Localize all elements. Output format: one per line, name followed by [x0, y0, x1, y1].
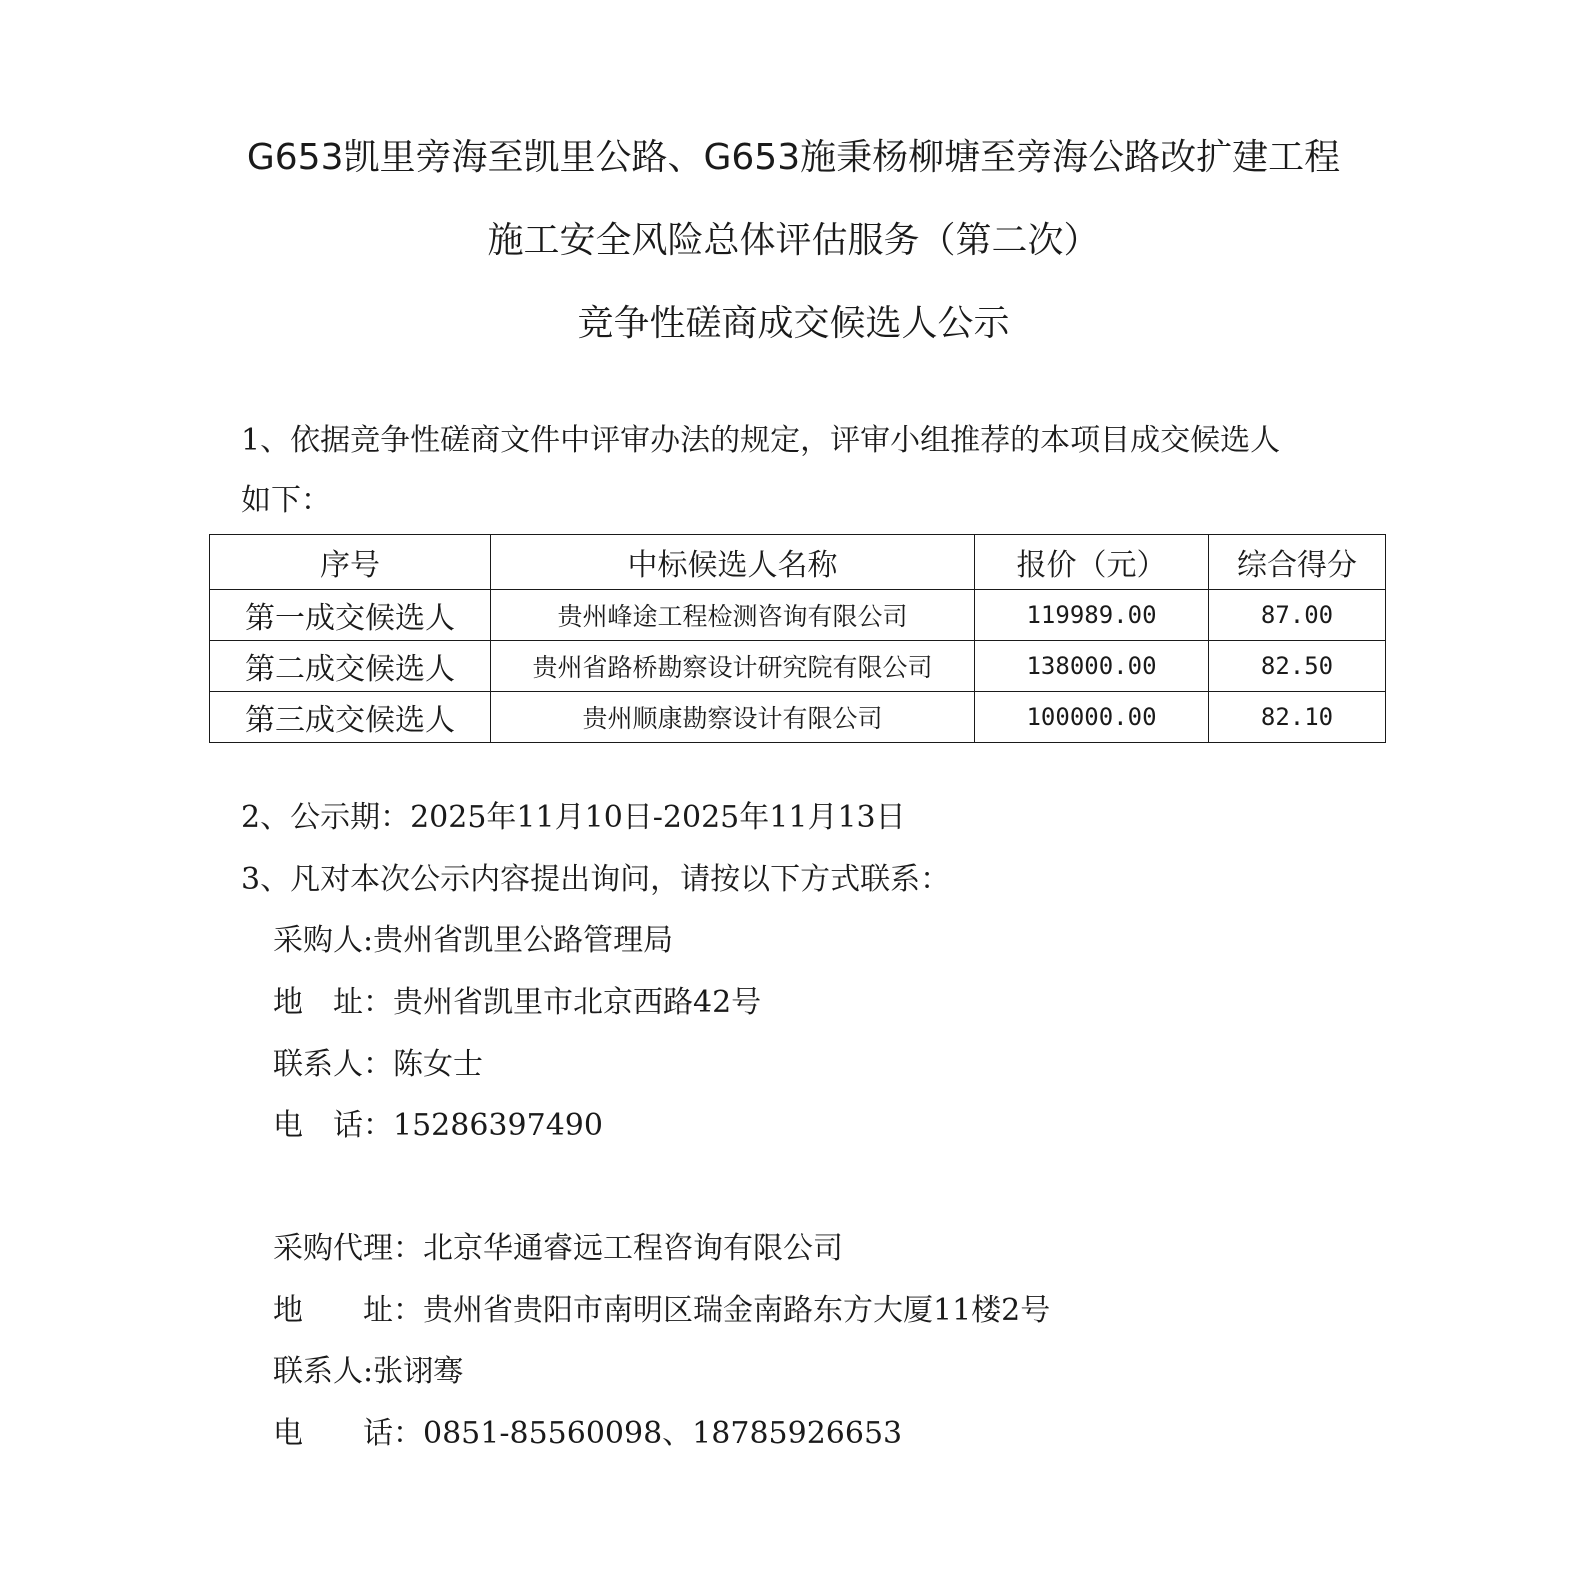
section3-text: 3、凡对本次公示内容提出询问，请按以下方式联系：: [241, 862, 951, 897]
agent-contact-line: 联系人:张诩骞: [273, 1354, 464, 1389]
purchaser-phone-label: 电 话：: [273, 1108, 393, 1143]
purchaser-address: 贵州省凯里市北京西路42号: [393, 985, 762, 1020]
cell-name: 贵州峰途工程检测咨询有限公司: [491, 590, 975, 641]
cell-rank: 第三成交候选人: [210, 692, 491, 743]
agent-address-label: 地 址：: [273, 1293, 423, 1328]
purchaser-contact-label: 联系人：: [273, 1047, 393, 1082]
purchaser-address-line: [273, 983, 761, 1023]
cell-price: 119989.00: [975, 590, 1209, 641]
cell-rank: 第一成交候选人: [210, 590, 491, 641]
agent-name: 北京华通睿远工程咨询有限公司: [423, 1231, 843, 1266]
agent-phone-line: [273, 1414, 902, 1454]
agent-name-line: [273, 1229, 843, 1269]
title-line-3: 竞争性磋商成交候选人公示: [577, 303, 1010, 344]
cell-score: 82.50: [1209, 641, 1386, 692]
agent-phone: 0851-85560098、18785926653: [423, 1416, 903, 1451]
header-price: 报价（元）: [975, 535, 1209, 590]
section1-text-line2: 如下：: [241, 483, 331, 518]
cell-price: 100000.00: [975, 692, 1209, 743]
section1-text-line1: 1、依据竞争性磋商文件中评审办法的规定，评审小组推荐的本项目成交候选人: [241, 423, 1281, 458]
cell-rank: 第二成交候选人: [210, 641, 491, 692]
header-name: 中标候选人名称: [491, 535, 975, 590]
agent-name-label: 采购代理：: [273, 1231, 423, 1266]
section2-text: 2、公示期：2025年11月10日-2025年11月13日: [241, 800, 906, 835]
cell-score: 82.10: [1209, 692, 1386, 743]
table-row: [210, 692, 1386, 743]
purchaser-phone: 15286397490: [393, 1108, 603, 1143]
purchaser-contact-line: [273, 1045, 483, 1085]
candidates-table: [209, 534, 1386, 743]
table-row: [210, 641, 1386, 692]
agent-address: 贵州省贵阳市南明区瑞金南路东方大厦11楼2号: [423, 1293, 1051, 1328]
purchaser-contact: 陈女士: [393, 1047, 483, 1082]
purchaser-name-line: 采购人:贵州省凯里公路管理局: [273, 923, 674, 958]
cell-score: 87.00: [1209, 590, 1386, 641]
header-score: 综合得分: [1209, 535, 1386, 590]
agent-phone-label: 电 话：: [273, 1416, 423, 1451]
title-line-2: 施工安全风险总体评估服务（第二次）: [487, 220, 1100, 261]
cell-price: 138000.00: [975, 641, 1209, 692]
agent-address-line: [273, 1291, 1050, 1331]
cell-name: 贵州省路桥勘察设计研究院有限公司: [491, 641, 975, 692]
table-header-row: [210, 535, 1386, 590]
purchaser-phone-line: [273, 1106, 603, 1146]
cell-name: 贵州顺康勘察设计有限公司: [491, 692, 975, 743]
table-row: [210, 590, 1386, 641]
header-rank: 序号: [210, 535, 491, 590]
purchaser-address-label: 地 址：: [273, 985, 393, 1020]
title-line-1: G653凯里旁海至凯里公路、G653施秉杨柳塘至旁海公路改扩建工程: [246, 137, 1341, 178]
